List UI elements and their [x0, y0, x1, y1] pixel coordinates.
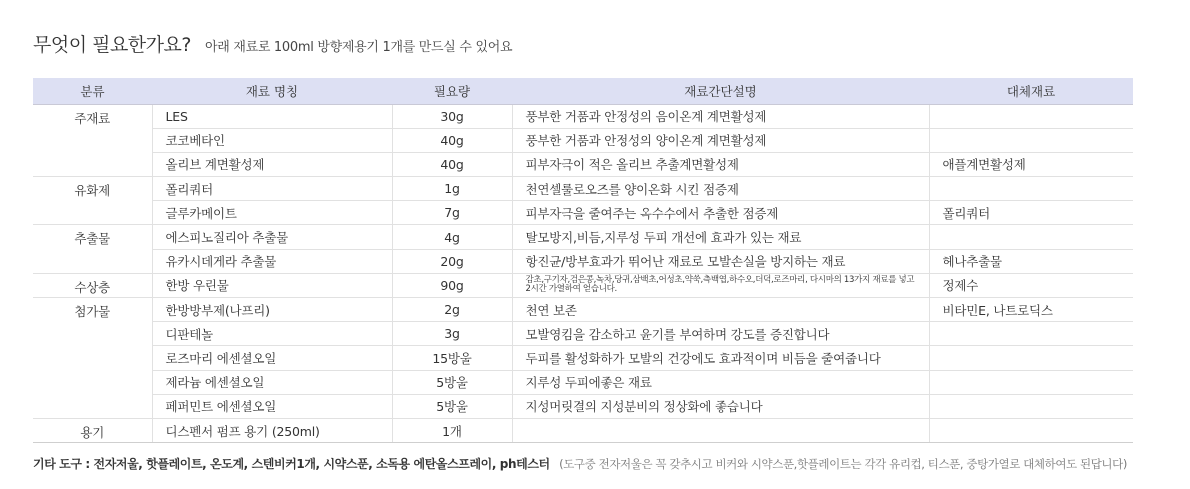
page-subtitle: 아래 재료로 100ml 방향제용기 1개를 만드실 수 있어요: [204, 40, 513, 55]
category-cell: 수상층: [33, 273, 152, 297]
ingredient-alternative: [929, 177, 1133, 201]
tools-note: (도구중 전자저울은 꼭 갖추시고 비커와 시약스푼,핫플레이트는 각각 유리컵, 티스푼, 중탕가열로 대체하여도 된답니다): [559, 457, 1127, 471]
ingredient-alternative: 정제수: [929, 273, 1133, 297]
ingredient-name: LES: [152, 104, 392, 128]
ingredient-name: 한방방부제(나프리): [152, 298, 392, 322]
ingredient-description: 모발영킴을 감소하고 윤기를 부여하며 강도를 증진합니다: [512, 322, 929, 346]
table-row: [33, 104, 1133, 128]
ingredient-alternative: 비타민E, 나트로딕스: [929, 298, 1133, 322]
table-row: [33, 394, 1133, 418]
page-heading: [33, 30, 512, 57]
ingredient-alternative: [929, 225, 1133, 249]
ingredient-name: 제라늄 에센셜오일: [152, 370, 392, 394]
ingredient-description: 두피를 활성화하가 모발의 건강에도 효과적이며 비듬을 줄여줍니다: [512, 346, 929, 370]
ingredient-alternative: [929, 370, 1133, 394]
ingredient-description: 풍부한 거품과 안정성의 양이온계 계면활성제: [512, 128, 929, 152]
materials-table: [33, 78, 1133, 443]
ingredient-amount: 40g: [392, 152, 512, 176]
ingredient-name: 코코베타인: [152, 128, 392, 152]
table-row: [33, 273, 1133, 297]
tools-list: 기타 도구 : 전자저울, 핫플레이트, 온도계, 스텐비커1개, 시약스푼, 소독용 에탄올스프레이, ph테스터: [33, 457, 550, 471]
table-row: [33, 225, 1133, 249]
ingredient-alternative: [929, 394, 1133, 418]
ingredient-name: 디판테놀: [152, 322, 392, 346]
table-row: [33, 128, 1133, 152]
ingredient-amount: 1개: [392, 418, 512, 442]
ingredient-name: 로즈마리 에센셜오일: [152, 346, 392, 370]
ingredient-description: 천연 보존: [512, 298, 929, 322]
ingredient-amount: 5방울: [392, 394, 512, 418]
ingredient-alternative: [929, 322, 1133, 346]
table-row: [33, 152, 1133, 176]
ingredient-description: 감초,구기자,검은콩,녹차,당귀,삼백초,어성초,약쑥,측백엽,하수오,더덕,로즈마리, 다시마의 13가지 재료를 넣고 2시간 가열하여 얻습니다.: [512, 273, 929, 297]
tools-footer: [33, 455, 1127, 472]
ingredient-description: 피부자극을 줄여주는 옥수수에서 추출한 점증제: [512, 201, 929, 225]
ingredient-description: [512, 418, 929, 442]
page-title: 무엇이 필요한가요?: [33, 34, 191, 56]
ingredient-description: 천연셀룰로오즈를 양이온화 시킨 점증제: [512, 177, 929, 201]
category-cell: 첨가물: [33, 298, 152, 419]
ingredient-alternative: [929, 128, 1133, 152]
category-cell: 용기: [33, 418, 152, 442]
column-header-category: 분류: [33, 78, 152, 104]
column-header-name: 재료 명칭: [152, 78, 392, 104]
ingredient-amount: 5방울: [392, 370, 512, 394]
ingredient-name: 폴리쿼터: [152, 177, 392, 201]
ingredient-amount: 7g: [392, 201, 512, 225]
ingredient-amount: 90g: [392, 273, 512, 297]
ingredient-name: 페퍼민트 에센셜오일: [152, 394, 392, 418]
column-header-amount: 필요량: [392, 78, 512, 104]
ingredient-amount: 40g: [392, 128, 512, 152]
table-header-row: [33, 78, 1133, 104]
category-cell: 추출물: [33, 225, 152, 273]
ingredient-name: 한방 우린물: [152, 273, 392, 297]
ingredient-amount: 2g: [392, 298, 512, 322]
ingredient-description: 풍부한 거품과 안정성의 음이온계 계면활성제: [512, 104, 929, 128]
category-cell: 유화제: [33, 177, 152, 225]
ingredient-alternative: [929, 104, 1133, 128]
ingredient-alternative: 폴리쿼터: [929, 201, 1133, 225]
column-header-alternative: 대체재료: [929, 78, 1133, 104]
ingredient-description: 항진균/방부효과가 뛰어난 재료로 모발손실을 방지하는 재료: [512, 249, 929, 273]
table-row: [33, 346, 1133, 370]
ingredient-amount: 3g: [392, 322, 512, 346]
ingredient-name: 에스피노질리아 추출물: [152, 225, 392, 249]
ingredient-name: 유카시데게라 추출물: [152, 249, 392, 273]
table-row: [33, 418, 1133, 442]
table-row: [33, 370, 1133, 394]
ingredient-name: 올리브 계면활성제: [152, 152, 392, 176]
ingredient-alternative: 헤나추출물: [929, 249, 1133, 273]
table-row: [33, 249, 1133, 273]
ingredient-amount: 15방울: [392, 346, 512, 370]
ingredient-amount: 1g: [392, 177, 512, 201]
ingredient-description: 탈모방지,비듬,지루성 두피 개선에 효과가 있는 재료: [512, 225, 929, 249]
ingredient-amount: 20g: [392, 249, 512, 273]
table-row: [33, 298, 1133, 322]
ingredient-amount: 4g: [392, 225, 512, 249]
ingredient-alternative: [929, 418, 1133, 442]
column-header-description: 재료간단설명: [512, 78, 929, 104]
ingredient-alternative: [929, 346, 1133, 370]
table-row: [33, 201, 1133, 225]
ingredient-description: 피부자극이 적은 올리브 추출계면활성제: [512, 152, 929, 176]
ingredient-description: 지성머릿결의 지성분비의 정상화에 좋습니다: [512, 394, 929, 418]
ingredient-name: 글루카메이트: [152, 201, 392, 225]
category-cell: 주재료: [33, 104, 152, 177]
ingredient-alternative: 애플계면활성제: [929, 152, 1133, 176]
ingredient-description: 지루성 두피에좋은 재료: [512, 370, 929, 394]
ingredient-name: 디스펜서 펌프 용기 (250ml): [152, 418, 392, 442]
table-row: [33, 322, 1133, 346]
table-row: [33, 177, 1133, 201]
ingredient-amount: 30g: [392, 104, 512, 128]
